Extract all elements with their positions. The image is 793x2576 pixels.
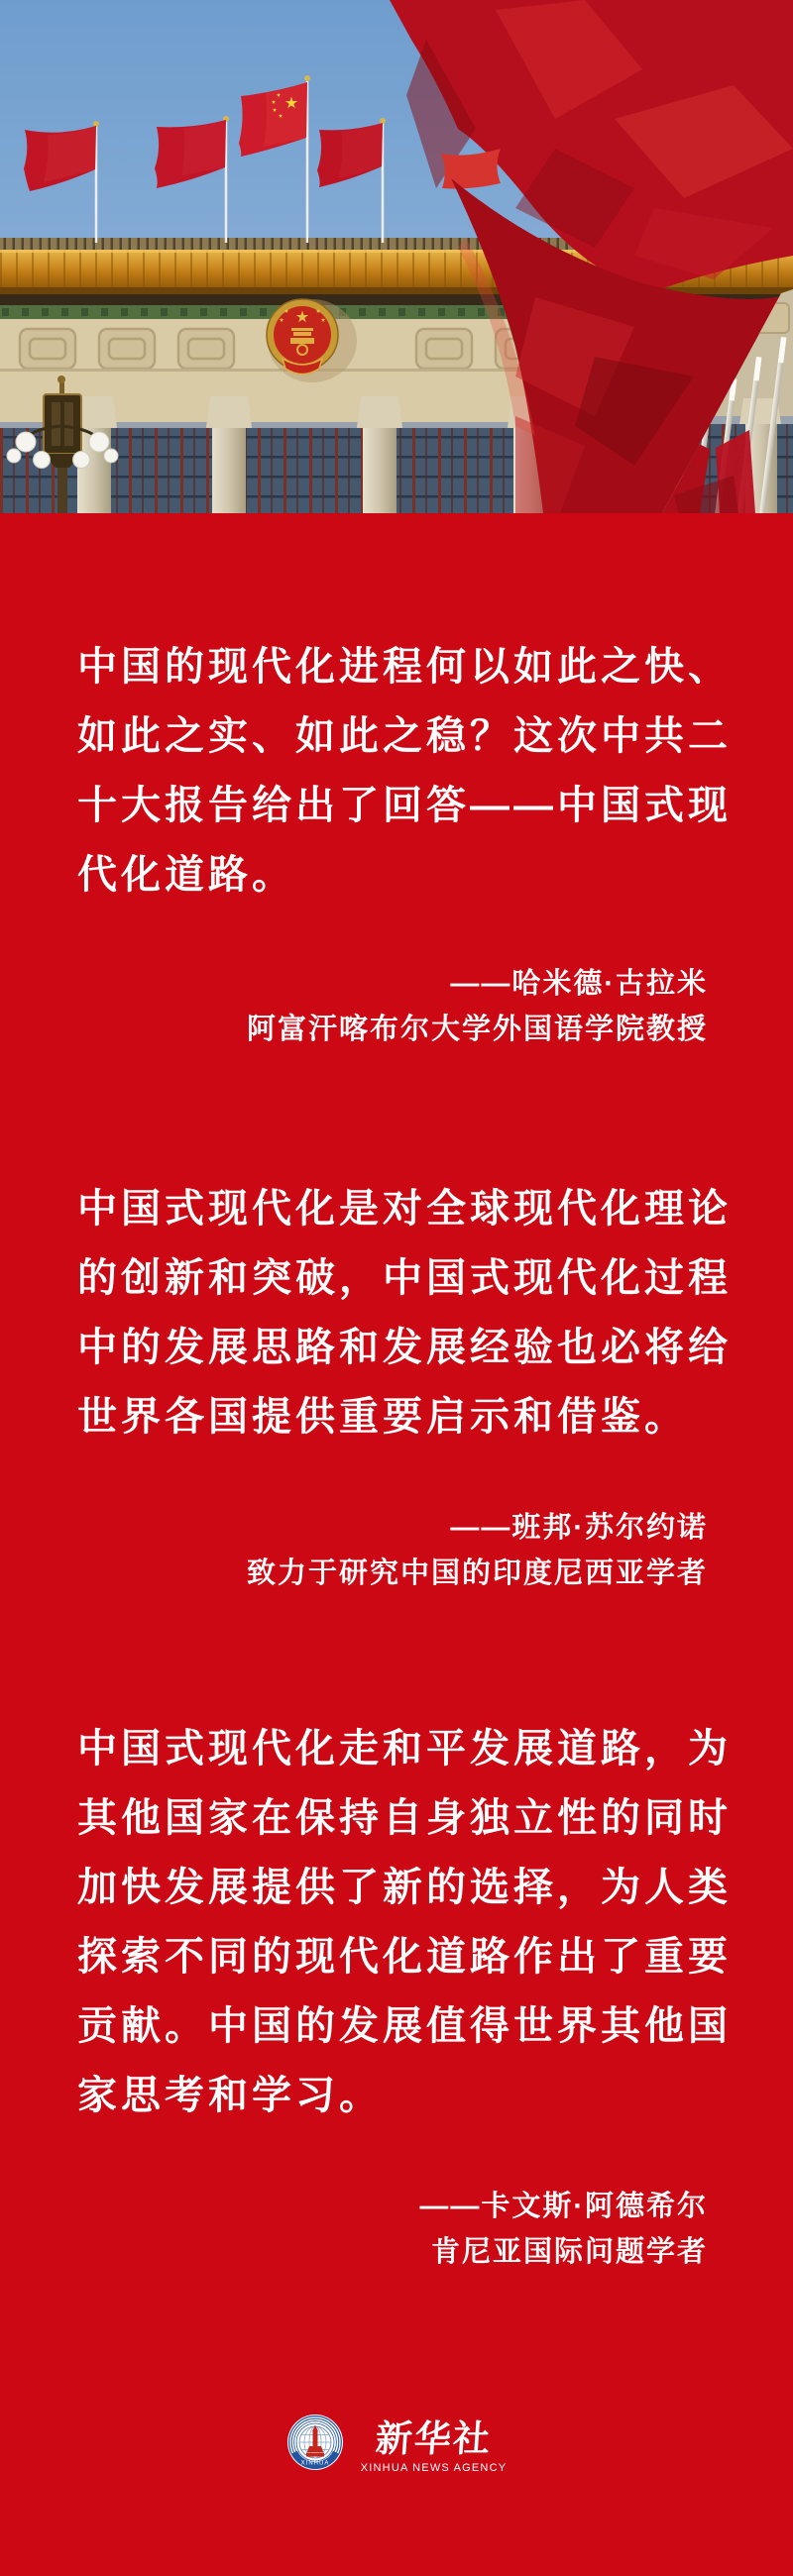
quote-3-author-title: 肯尼亚国际问题学者 bbox=[430, 2236, 708, 2268]
quote-line: 其他国家在保持自身独立性的同时 bbox=[77, 1796, 732, 1840]
xinhua-logo-en: XINHUA NEWS AGENCY bbox=[360, 2462, 508, 2474]
quote-line: 中国式现代化走和平发展道路，为 bbox=[77, 1727, 732, 1771]
quote-line: 加快发展提供了新的选择，为人类 bbox=[77, 1866, 732, 1909]
xinhua-emblem-text: XINHUA bbox=[300, 2460, 330, 2467]
quote-3-attribution bbox=[0, 2184, 708, 2275]
quote-1 bbox=[77, 632, 761, 910]
xinhua-logo-cn: 新华社 bbox=[374, 2418, 494, 2459]
quote-line: 中国的现代化进程何以如此之快、 bbox=[77, 645, 732, 689]
xinhua-logo-text bbox=[361, 2414, 508, 2475]
quote-line: 的创新和突破，中国式现代化过程 bbox=[77, 1256, 732, 1300]
quote-3-author: ——卡文斯·阿德希尔 bbox=[419, 2191, 708, 2222]
xinhua-logo bbox=[0, 2414, 793, 2475]
quote-2-attribution bbox=[0, 1505, 708, 1596]
quote-line: 家思考和学习。 bbox=[77, 2074, 383, 2117]
quote-line: 探索不同的现代化道路作出了重要 bbox=[77, 1935, 732, 1979]
hero-photo bbox=[0, 0, 793, 513]
quote-line: 中的发展思路和发展经验也必将给 bbox=[77, 1326, 732, 1369]
quote-2 bbox=[77, 1174, 761, 1451]
quote-3 bbox=[77, 1714, 761, 2130]
hero-photo-illustration bbox=[0, 0, 793, 513]
quote-1-author-title: 阿富汗喀布尔大学外国语学院教授 bbox=[246, 1014, 708, 1045]
quote-1-author: ——哈米德·古拉米 bbox=[450, 968, 708, 1000]
quote-line: 世界各国提供重要启示和借鉴。 bbox=[77, 1395, 688, 1439]
quote-2-author: ——班邦·苏尔约诺 bbox=[450, 1512, 708, 1544]
quote-line: 十大报告给出了回答——中国式现 bbox=[77, 784, 732, 827]
quote-2-author-title: 致力于研究中国的印度尼西亚学者 bbox=[246, 1557, 708, 1589]
quote-1-attribution bbox=[0, 961, 708, 1052]
quote-line: 中国式现代化是对全球现代化理论 bbox=[77, 1187, 732, 1231]
quote-line: 如此之实、如此之稳？这次中共二 bbox=[77, 714, 732, 758]
xinhua-emblem-icon bbox=[286, 2414, 344, 2471]
quote-line: 贡献。中国的发展值得世界其他国 bbox=[77, 2004, 732, 2048]
quote-line: 代化道路。 bbox=[77, 853, 295, 897]
